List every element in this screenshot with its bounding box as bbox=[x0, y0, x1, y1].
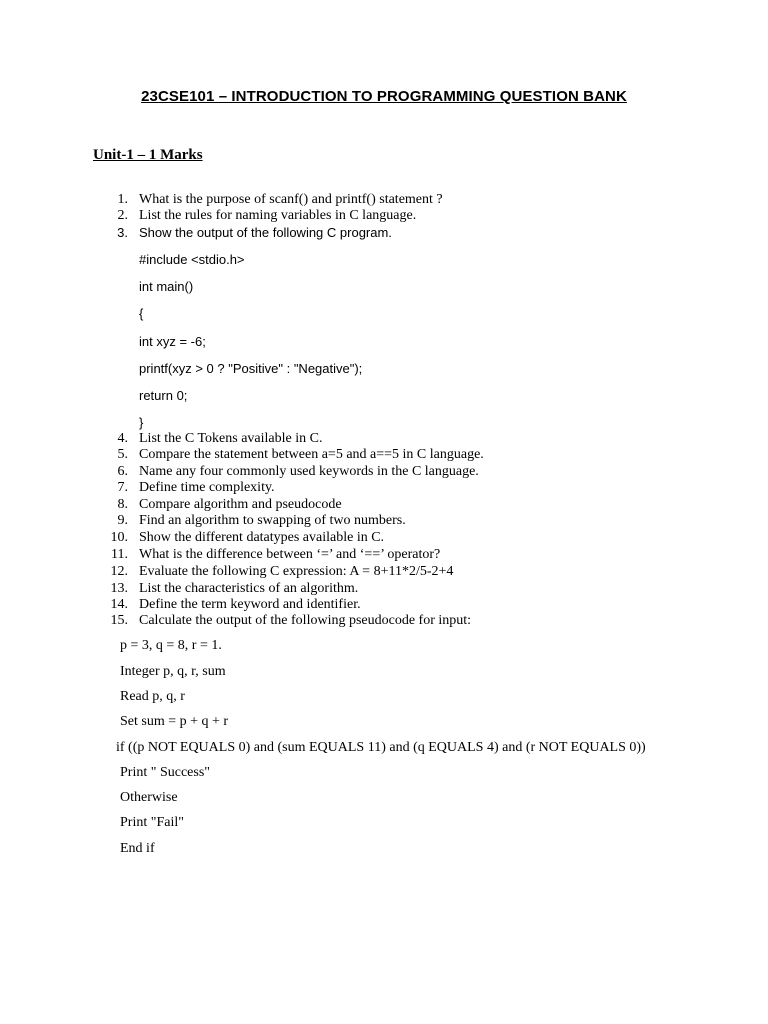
code-line: printf(xyz > 0 ? "Positive" : "Negative"); bbox=[139, 361, 363, 376]
pseudocode-line: Set sum = p + q + r bbox=[120, 714, 229, 729]
question-number: 2. bbox=[117, 208, 128, 223]
code-line: } bbox=[139, 415, 144, 430]
question-number: 10. bbox=[110, 530, 128, 545]
question-number: 5. bbox=[117, 447, 128, 462]
question-number: 9. bbox=[117, 513, 128, 528]
question-text: List the characteristics of an algorithm. bbox=[139, 581, 359, 596]
question-text: Find an algorithm to swapping of two numbers. bbox=[139, 513, 406, 528]
question-number: 4. bbox=[117, 431, 128, 446]
question-number: 3. bbox=[117, 225, 128, 240]
pseudocode-line: Read p, q, r bbox=[120, 689, 185, 704]
question-number: 14. bbox=[110, 597, 128, 612]
question-text: Define time complexity. bbox=[139, 480, 275, 495]
code-line: return 0; bbox=[139, 388, 188, 403]
question-text: Show the different datatypes available in C. bbox=[139, 530, 385, 545]
pseudocode-line: p = 3, q = 8, r = 1. bbox=[120, 638, 222, 653]
question-text: Define the term keyword and identifier. bbox=[139, 597, 361, 612]
question-number: 11. bbox=[111, 547, 128, 562]
pseudocode-line: if ((p NOT EQUALS 0) and (sum EQUALS 11) and (q EQUALS 4) and (r NOT EQUALS 0)) bbox=[116, 740, 646, 755]
document-title: 23CSE101 – INTRODUCTION TO PROGRAMMING QUESTION BANK bbox=[141, 88, 627, 105]
question-number: 12. bbox=[110, 564, 128, 579]
question-number: 15. bbox=[110, 613, 128, 628]
code-line: int main() bbox=[139, 279, 194, 294]
unit-heading: Unit-1 – 1 Marks bbox=[93, 147, 203, 163]
question-text: Evaluate the following C expression: A = 8+11*2/5-2+4 bbox=[139, 564, 454, 579]
question-number: 7. bbox=[117, 480, 128, 495]
question-text: List the rules for naming variables in C language. bbox=[139, 208, 417, 223]
pseudocode-line: End if bbox=[120, 841, 155, 856]
question-text: Compare algorithm and pseudocode bbox=[139, 497, 342, 512]
question-text: What is the difference between ‘=’ and ‘==’ operator? bbox=[139, 547, 441, 562]
question-number: 1. bbox=[117, 192, 128, 207]
question-number: 13. bbox=[110, 581, 128, 596]
question-text: Calculate the output of the following pseudocode for input: bbox=[139, 613, 472, 628]
question-text: Compare the statement between a=5 and a==5 in C language. bbox=[139, 447, 484, 462]
question-text: Show the output of the following C program. bbox=[139, 225, 392, 240]
question-text: Name any four commonly used keywords in the C language. bbox=[139, 464, 479, 479]
pseudocode-line: Integer p, q, r, sum bbox=[120, 664, 226, 679]
pseudocode-line: Otherwise bbox=[120, 790, 178, 805]
pseudocode-line: Print " Success" bbox=[120, 765, 210, 780]
pseudocode-line: Print "Fail" bbox=[120, 815, 184, 830]
code-line: int xyz = -6; bbox=[139, 334, 206, 349]
question-number: 8. bbox=[117, 497, 128, 512]
code-line: #include <stdio.h> bbox=[139, 252, 245, 267]
code-line: { bbox=[139, 306, 144, 321]
question-text: What is the purpose of scanf() and printf() statement ? bbox=[139, 192, 443, 207]
question-number: 6. bbox=[117, 464, 128, 479]
question-text: List the C Tokens available in C. bbox=[139, 431, 323, 446]
